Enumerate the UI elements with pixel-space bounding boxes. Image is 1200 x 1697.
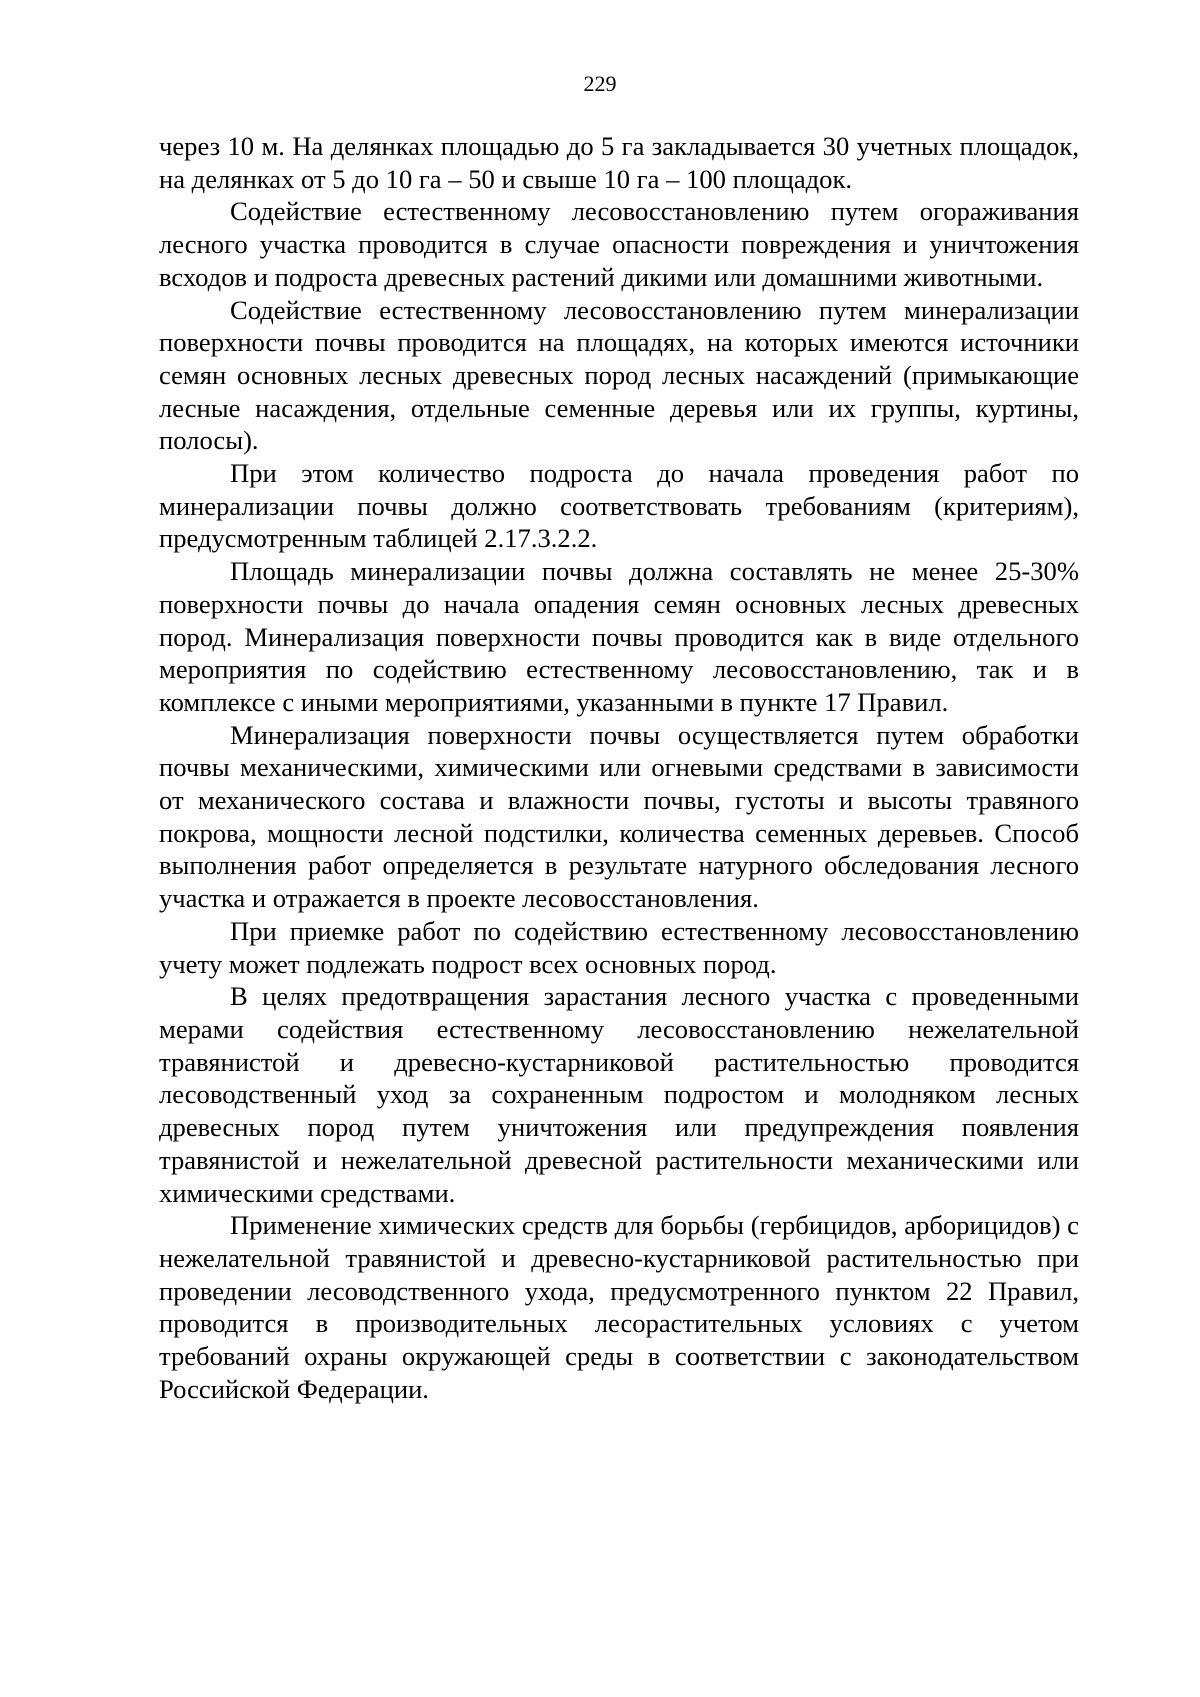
paragraph-overgrowth-prevention: В целях предотвращения зарастания лесного участка с проведенными мерами содействия естественному лесовосстановлению нежелательной травянистой и древесно-кустарниковой растительностью проводится лесоводственный уход за сохраненным подростом и молодняком лесных древесных пород путем уничтожения или предупреждения появления травянистой и нежелательной древесной растительности механическими или химическими средствами. bbox=[159, 981, 1079, 1208]
document-body bbox=[159, 130, 1079, 1405]
paragraph-mineralization-methods: Минерализация поверхности почвы осуществляется путем обработки почвы механическими, химическими или огневыми средствами в зависимости от механического состава и влажности почвы, густоты и высоты травяного покрова, мощности лесной подстилки, количества семенных деревьев. Способ выполнения работ определяется в результате натурного обследования лесного участка и отражается в проекте лесовосстановления. bbox=[159, 719, 1079, 914]
paragraph-mineralization-areas: Содействие естественному лесовосстановлению путем минерализации поверхности почвы проводится на площадях, на которых имеются источники семян основных лесных древесных пород лесных насаждений (примыкающие лесные насаждения, отдельные семенные деревья или их группы, куртины, полосы). bbox=[159, 294, 1079, 456]
paragraph-undergrowth-requirements: При этом количество подроста до начала проведения работ по минерализации почвы должно соответствовать требованиям (критериям), предусмотренным таблицей 2.17.3.2.2. bbox=[159, 458, 1079, 554]
page-number: 229 bbox=[583, 71, 617, 96]
paragraph-chemical-means: Применение химических средств для борьбы (гербицидов, арборицидов) с нежелательной травянистой и древесно-кустарниковой растительностью при проведении лесоводственного ухода, предусмотренного пунктом 22 Правил, проводится в производительных лесорастительных условиях с учетом требований охраны окружающей среды в соответствии с законодательством Российской Федерации. bbox=[159, 1210, 1079, 1404]
paragraph-fencing: Содействие естественному лесовосстановлению путем огораживания лесного участка проводится в случае опасности повреждения и уничтожения всходов и подроста древесных растений дикими или домашними животными. bbox=[159, 196, 1079, 292]
paragraph-mineralization-share: Площадь минерализации почвы должна составлять не менее 25-30% поверхности почвы до начала опадения семян основных лесных древесных пород. Минерализация поверхности почвы проводится как в виде отдельного мероприятия по содействию естественному лесовосстановлению, так и в комплексе с иными мероприятиями, указанными в пункте 17 Правил. bbox=[159, 556, 1079, 717]
paragraph-acceptance: При приемке работ по содействию естественному лесовосстановлению учету может подлежать подрост всех основных пород. bbox=[159, 915, 1079, 979]
paragraph-continuation: через 10 м. На делянках площадью до 5 га закладывается 30 учетных площадок, на делянках от 5 до 10 га – 50 и свыше 10 га – 100 площадок. bbox=[159, 131, 1079, 194]
